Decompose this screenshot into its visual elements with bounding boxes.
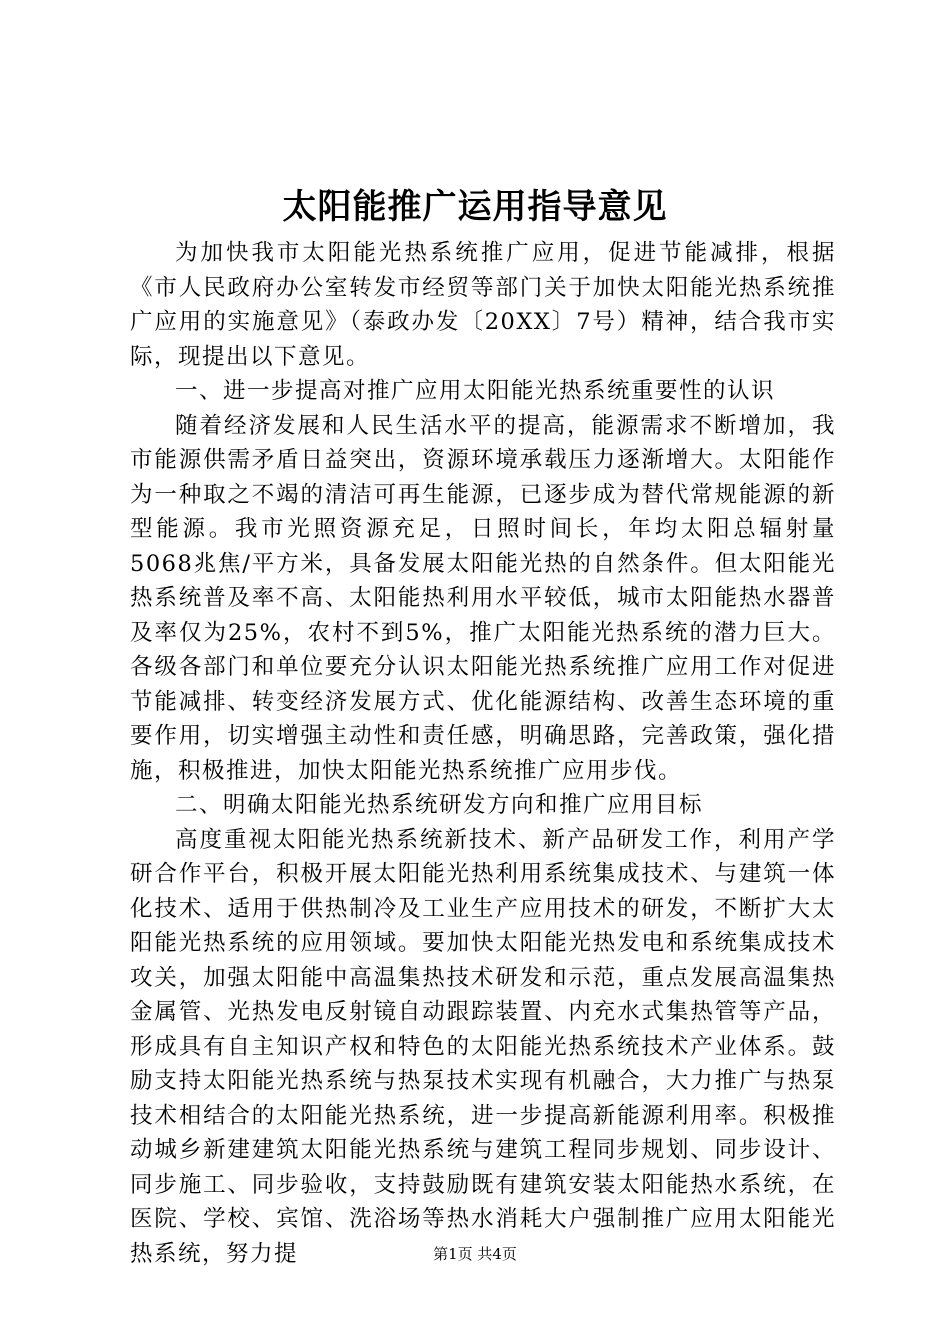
section-2-paragraph: 高度重视太阳能光热系统新技术、新产品研发工作，利用产学研合作平台，积极开展太阳能光热利用系统集成技术、与建筑一体化技术、适用于供热制冷及工业生产应用技术的研发，不断扩大太阳能光热系统的应用领域。要加快太阳能光热发电和系统集成技术攻关，加强太阳能中高温集热技术研发和示范，重点发展高温集热金属管、光热发电反射镜自动跟踪装置、内充水式集热管等产品，形成具有自主知识产权和特色的太阳能光热系统技术产业体系。鼓励支持太阳能光热系统与热泵技术实现有机融合，大力推广与热泵技术相结合的太阳能光热系统，进一步提高新能源利用率。积极推动城乡新建建筑太阳能光热系统与建筑工程同步规划、同步设计、同步施工、同步验收，支持鼓励既有建筑安装太阳能热水系统，在医院、学校、宾馆、洗浴场等热水消耗大户强制推广应用太阳能光热系统，努力提 [130,826,836,1267]
section-1-paragraph: 随着经济发展和人民生活水平的提高，能源需求不断增加，我市能源供需矛盾日益突出，资源环境承载压力逐渐增大。太阳能作为一种取之不竭的清洁可再生能源，已逐步成为替代常规能源的新型能源。我市光照资源充足，日照时间长，年均太阳总辐射量5068兆焦/平方米，具备发展太阳能光热的自然条件。但太阳能光热系统普及率不高、太阳能热利用水平较低，城市太阳能热水器普及率仅为25%，农村不到5%，推广太阳能光热系统的潜力巨大。各级各部门和单位要充分认识太阳能光热系统推广应用工作对促进节能减排、转变经济发展方式、优化能源结构、改善生态环境的重要作用，切实增强主动性和责任感，明确思路，完善政策，强化措施，积极推进，加快太阳能光热系统推广应用步伐。 [130,412,836,784]
document-body [130,236,836,1271]
document-title: 太阳能推广运用指导意见 [282,187,668,227]
page-footer: 第1页 共4页 [433,1245,517,1263]
intro-paragraph: 为加快我市太阳能光热系统推广应用，促进节能减排，根据《市人民政府办公室转发市经贸等部门关于加快太阳能光热系统推广应用的实施意见》（泰政办发〔20XX〕7号）精神，结合我市实际，现提出以下意见。 [130,240,836,370]
section-heading-2: 二、明确太阳能光热系统研发方向和推广应用目标 [175,792,704,818]
section-heading-1: 一、进一步提高对推广应用太阳能光热系统重要性的认识 [175,378,776,404]
